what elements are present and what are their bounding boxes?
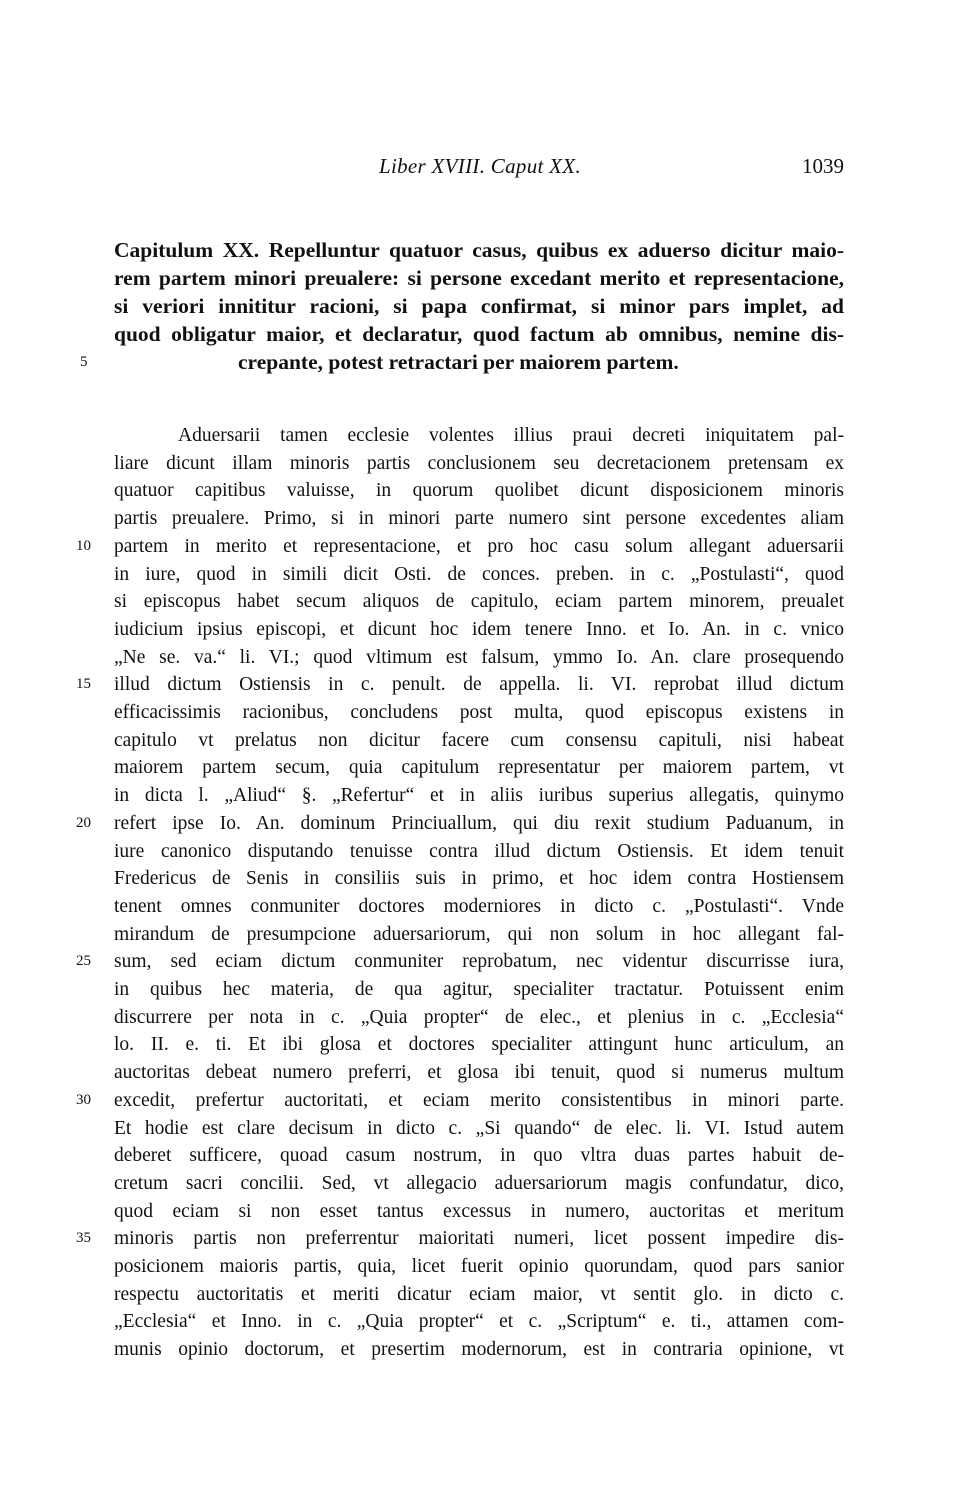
summary-line: Capitulum XX. Repelluntur quatuor casus, quibus ex aduerso dicitur maio- — [114, 238, 844, 262]
summary-line: quod obligatur maior, et declaratur, quod factum ab omnibus, nemine dis- — [114, 322, 844, 346]
text-line: in dicta l. „Aliud“ §. „Refertur“ et in aliis iuribus superius allegatis, quinymo — [114, 785, 844, 807]
line-number: 5 — [80, 354, 88, 370]
text-line: tenent omnes conmuniter doctores moderniores in dicto c. „Postulasti“. Vnde — [114, 895, 844, 917]
text-line: „Ne se. va.“ li. VI.; quod vltimum est falsum, ymmo Io. An. clare prosequendo — [114, 646, 844, 668]
text-line: Aduersarii tamen ecclesie volentes illius praui decreti iniquitatem pal- — [178, 425, 844, 446]
page-header — [0, 154, 960, 186]
line-number: 25 — [76, 953, 91, 970]
text-line: auctoritas debeat numero preferri, et glosa ibi tenuit, quod si numerus multum — [114, 1062, 844, 1084]
text-line: efficacissimis racionibus, concludens post multa, quod episcopus existens in — [114, 702, 844, 723]
line-number: 35 — [76, 1230, 91, 1247]
text-line: mirandum de presumpcione aduersariorum, qui non solum in hoc allegant fal- — [114, 923, 844, 945]
text-line: minoris partis non preferrentur maioritati numeri, licet possent impedire dis- — [114, 1228, 844, 1250]
text-line: partis preualere. Primo, si in minori parte numero sint persone excedentes aliam — [114, 508, 844, 530]
page-number: 1039 — [802, 154, 844, 178]
text-line: refert ipse Io. An. dominum Princiuallum, qui diu rexit studium Paduanum, in — [114, 812, 844, 834]
text-line: si episcopus habet secum aliquos de capitulo, eciam partem minorem, preualet — [114, 591, 844, 613]
summary-line: crepante, potest retractari per maiorem partem. — [238, 350, 679, 374]
text-line: posicionem maioris partis, quia, licet fuerit opinio quorundam, quod pars sanior — [114, 1256, 844, 1277]
text-line: sum, sed eciam dictum conmuniter reprobatum, nec videntur discurrisse iura, — [114, 951, 844, 973]
text-line: discurrere per nota in c. „Quia propter“ de elec., et plenius in c. „Ecclesia“ — [114, 1006, 844, 1028]
line-number: 30 — [76, 1091, 91, 1108]
text-line: quatuor capitibus valuisse, in quorum quolibet dicunt disposicionem minoris — [114, 480, 844, 502]
running-head: Liber XVIII. Caput XX. — [379, 154, 581, 178]
text-line: deberet sufficere, quoad casum nostrum, in quo vltra duas partes habuit de- — [114, 1145, 844, 1167]
text-line: lo. II. e. ti. Et ibi glosa et doctores specialiter attingunt hunc articulum, an — [114, 1034, 844, 1056]
text-line: munis opinio doctorum, et presertim modernorum, est in contraria opinione, vt — [114, 1339, 844, 1361]
text-line: iudicium ipsius episcopi, et dicunt hoc idem tenere Inno. et Io. An. in c. vnico — [114, 618, 844, 640]
text-line: illud dictum Ostiensis in c. penult. de appella. li. VI. reprobat illud dictum — [114, 674, 844, 696]
line-number: 20 — [76, 814, 91, 831]
text-line: liare dicunt illam minoris partis conclusionem seu decretacionem pretensam ex — [114, 452, 844, 474]
text-line: cretum sacri concilii. Sed, vt allegacio aduersariorum magis confundatur, dico, — [114, 1172, 844, 1194]
text-line: partem in merito et representacione, et pro hoc casu solum allegant aduersarii — [114, 535, 844, 557]
text-line: excedit, prefertur auctoritati, et eciam merito consistentibus in minori parte. — [114, 1089, 844, 1111]
text-line: capitulo vt prelatus non dicitur facere cum consensu capituli, nisi habeat — [114, 729, 844, 751]
text-line: in iure, quod in simili dicit Osti. de conces. preben. in c. „Postulasti“, quod — [114, 563, 844, 585]
line-number: 15 — [76, 676, 91, 693]
text-line: respectu auctoritatis et meriti dicatur eciam maior, vt sentit glo. in dicto c. — [114, 1283, 844, 1305]
text-line: Fredericus de Senis in consiliis suis in primo, et hoc idem contra Hostiensem — [114, 868, 844, 890]
text-line: „Ecclesia“ et Inno. in c. „Quia propter“ et c. „Scriptum“ e. ti., attamen com- — [114, 1311, 844, 1333]
text-line: quod eciam si non esset tantus excessus in numero, auctoritas et meritum — [114, 1200, 844, 1222]
text-line: Et hodie est clare decisum in dicto c. „Si quando“ de elec. li. VI. Istud autem — [114, 1117, 844, 1139]
text-line: iure canonico disputando tenuisse contra illud dictum Ostiensis. Et idem tenuit — [114, 840, 844, 862]
summary-line: si veriori innititur racioni, si papa confirmat, si minor pars implet, ad — [114, 294, 844, 318]
text-line: in quibus hec materia, de qua agitur, specialiter tractatur. Potuissent enim — [114, 979, 844, 1000]
summary-line: rem partem minori preualere: si persone excedant merito et representacione, — [114, 266, 844, 290]
line-number: 10 — [76, 537, 91, 554]
text-line: maiorem partem secum, quia capitulum representatur per maiorem partem, vt — [114, 757, 844, 779]
